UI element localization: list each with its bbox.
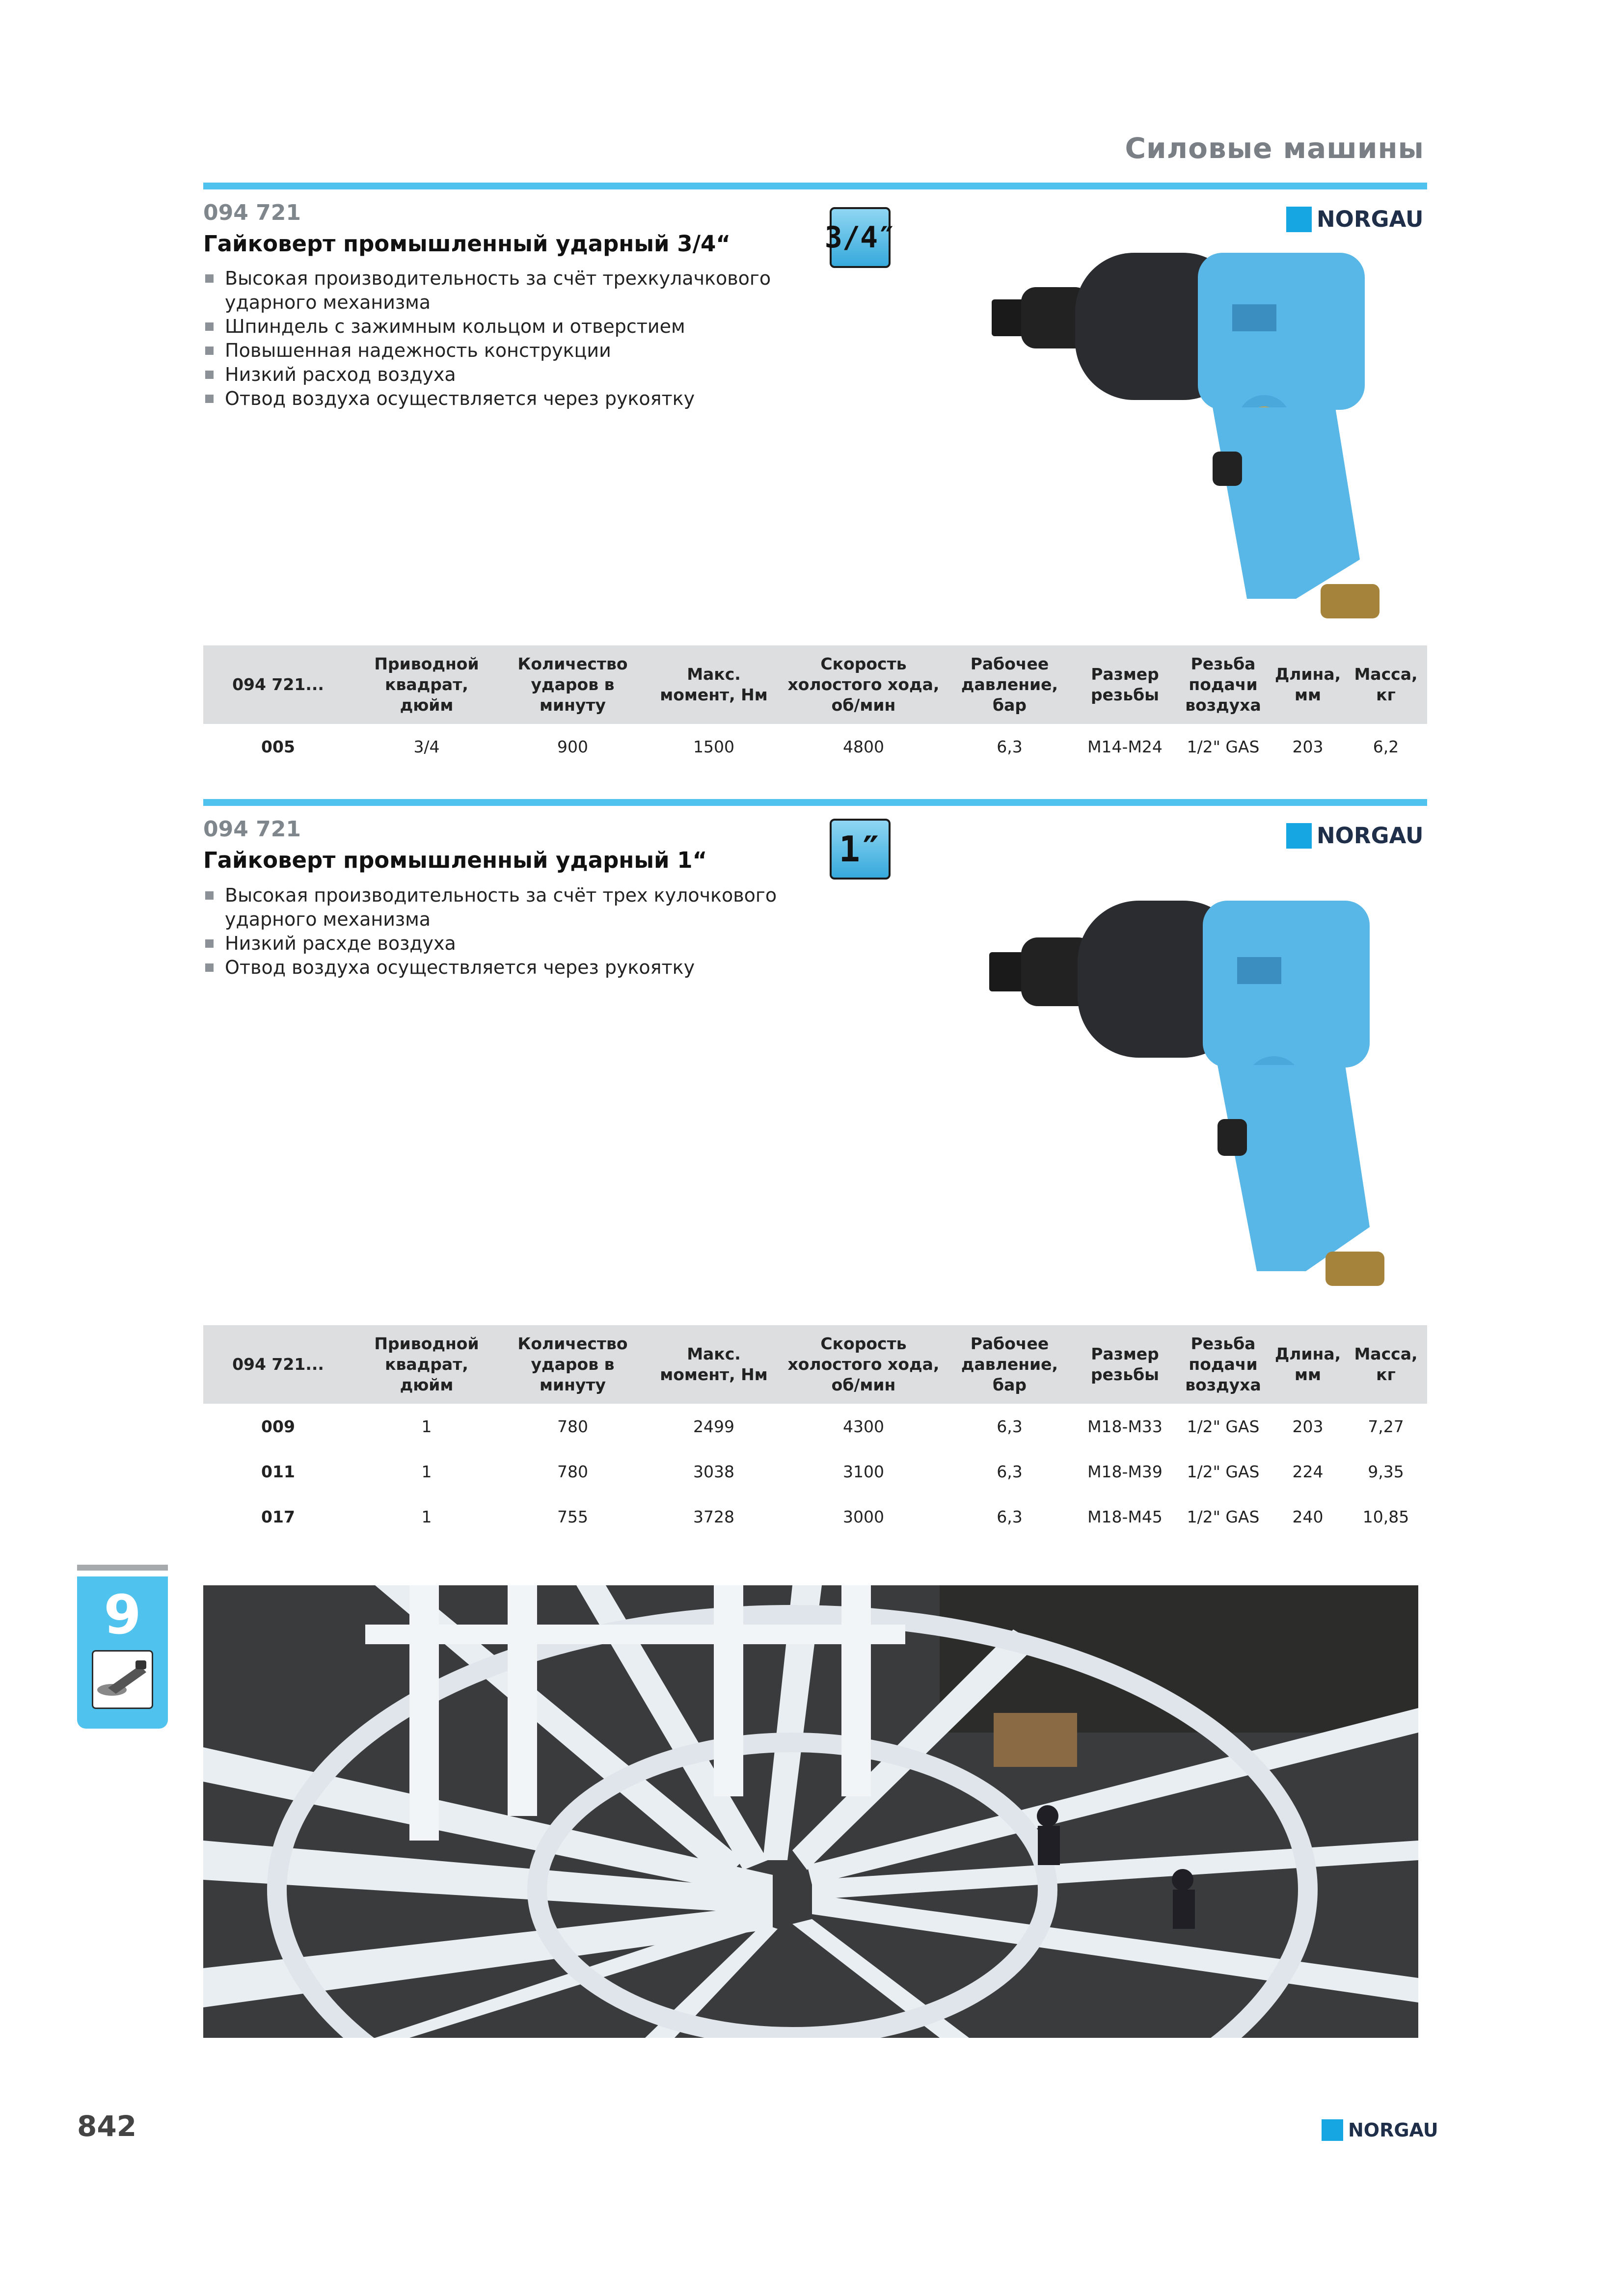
cell: 224 — [1292, 1462, 1324, 1481]
column-header: Масса, кг — [1354, 665, 1418, 704]
feature-item-continued: ударного механизма — [225, 908, 431, 930]
cell: 780 — [557, 1462, 588, 1481]
cell: 009 — [261, 1416, 295, 1436]
cell: 1 — [421, 1462, 432, 1481]
table-row — [203, 724, 1427, 769]
cell: 6,3 — [997, 1462, 1023, 1481]
feature-item: Отвод воздуха осуществляется через рукоятку — [203, 387, 771, 411]
chapter-tab-bar — [77, 1565, 168, 1571]
column-header: Резьба подачи воздуха — [1185, 654, 1261, 715]
cell: 1/2" GAS — [1187, 1507, 1260, 1526]
section-rule — [203, 799, 1427, 806]
cell: 3000 — [843, 1507, 884, 1526]
cell: 1/2" GAS — [1187, 1416, 1260, 1436]
column-header: Размер резьбы — [1091, 1344, 1159, 1384]
cell: 1 — [421, 1507, 432, 1526]
product-code: 094 721 — [203, 817, 301, 842]
column-header: Приводной квадрат, дюйм — [374, 654, 479, 715]
brand-name: NORGAU — [1317, 823, 1424, 849]
column-header: 094 721... — [232, 675, 324, 694]
product-title: Гайковерт промышленный ударный 1“ — [203, 847, 707, 873]
table-row — [203, 1494, 1427, 1539]
column-header: Резьба подачи воздуха — [1185, 1334, 1261, 1394]
table-header-row — [203, 645, 1427, 724]
cell: 780 — [557, 1416, 588, 1436]
column-header: Размер резьбы — [1091, 665, 1159, 704]
angle-grinder-icon — [92, 1650, 153, 1709]
cell: M14-M24 — [1087, 737, 1163, 756]
product-code: 094 721 — [203, 200, 301, 225]
feature-item: Отвод воздуха осуществляется через рукоятку — [203, 956, 777, 980]
cell: 6,3 — [997, 1507, 1023, 1526]
section-rule — [203, 183, 1427, 189]
feature-item: Высокая производительность за счёт трехкулачкового — [203, 267, 771, 291]
chapter-number: 9 — [104, 1583, 141, 1646]
brand-name: NORGAU — [1348, 2119, 1438, 2141]
feature-list — [203, 883, 777, 980]
cell: 3100 — [843, 1462, 884, 1481]
spec-table — [203, 645, 1427, 769]
impact-wrench-image — [982, 245, 1389, 633]
section-title: Силовые машины — [1125, 132, 1424, 165]
cell: 4800 — [843, 737, 884, 756]
column-header: Количество ударов в минуту — [517, 654, 628, 715]
feature-item: Шпиндель с зажимным кольцом и отверстием — [203, 315, 771, 339]
table-row — [203, 1449, 1427, 1494]
cell: 6,2 — [1373, 737, 1399, 756]
cell: 10,85 — [1362, 1507, 1409, 1526]
column-header: Приводной квадрат, дюйм — [374, 1334, 479, 1394]
cell: 005 — [261, 737, 295, 756]
cell: 3/4 — [413, 737, 440, 756]
size-badge: 1″ — [830, 819, 891, 880]
cell: 3038 — [693, 1462, 734, 1481]
cell: M18-M33 — [1087, 1416, 1163, 1436]
column-header: Макс. момент, Нм — [660, 1344, 768, 1384]
cell: 6,3 — [997, 737, 1023, 756]
column-header: Скорость холостого хода, об/мин — [787, 654, 940, 715]
feature-item-continued: ударного механизма — [225, 292, 431, 313]
brand-square-icon — [1322, 2119, 1343, 2141]
brand-square-icon — [1286, 207, 1312, 232]
cell: 203 — [1292, 737, 1324, 756]
chapter-tab — [77, 1576, 168, 1729]
brand-square-icon — [1286, 823, 1312, 849]
table-header-row — [203, 1325, 1427, 1404]
feature-list — [203, 267, 771, 411]
impact-wrench-image — [982, 893, 1389, 1301]
cell: 011 — [261, 1462, 295, 1481]
column-header: Рабочее давление, бар — [961, 654, 1058, 715]
feature-item: Низкий расход воздуха — [203, 363, 771, 387]
cell: 900 — [557, 737, 588, 756]
spec-table — [203, 1325, 1427, 1539]
cell: 4300 — [843, 1416, 884, 1436]
column-header: Рабочее давление, бар — [961, 1334, 1058, 1394]
cell: 1/2" GAS — [1187, 737, 1260, 756]
column-header: Длина, мм — [1274, 1344, 1341, 1384]
brand-logo — [1286, 206, 1424, 232]
brand-logo — [1286, 823, 1424, 849]
column-header: Масса, кг — [1354, 1344, 1418, 1384]
column-header: Скорость холостого хода, об/мин — [787, 1334, 940, 1394]
cell: 1 — [421, 1416, 432, 1436]
cell: 3728 — [693, 1507, 734, 1526]
feature-item: Низкий расхде воздуха — [203, 932, 777, 956]
brand-name: NORGAU — [1317, 206, 1424, 232]
cell: 1/2" GAS — [1187, 1462, 1260, 1481]
cell: M18-M39 — [1087, 1462, 1163, 1481]
feature-item: Повышенная надежность конструкции — [203, 339, 771, 363]
column-header: 094 721... — [232, 1355, 324, 1374]
cell: M18-M45 — [1087, 1507, 1163, 1526]
column-header: Длина, мм — [1274, 665, 1341, 704]
cell: 240 — [1292, 1507, 1324, 1526]
cell: 6,3 — [997, 1416, 1023, 1436]
column-header: Макс. момент, Нм — [660, 665, 768, 704]
cell: 017 — [261, 1507, 295, 1526]
cell: 7,27 — [1368, 1416, 1404, 1436]
page-number: 842 — [77, 2109, 137, 2143]
footer-brand-logo — [1322, 2119, 1438, 2141]
cell: 2499 — [693, 1416, 734, 1436]
column-header: Количество ударов в минуту — [517, 1334, 628, 1394]
cell: 203 — [1292, 1416, 1324, 1436]
cell: 9,35 — [1368, 1462, 1404, 1481]
feature-item: Высокая производительность за счёт трех кулочкового — [203, 883, 777, 908]
cell: 755 — [557, 1507, 588, 1526]
size-badge: 3/4″ — [830, 207, 891, 268]
construction-photo — [203, 1585, 1418, 2038]
table-row — [203, 1404, 1427, 1449]
cell: 1500 — [693, 737, 734, 756]
product-title: Гайковерт промышленный ударный 3/4“ — [203, 231, 730, 257]
